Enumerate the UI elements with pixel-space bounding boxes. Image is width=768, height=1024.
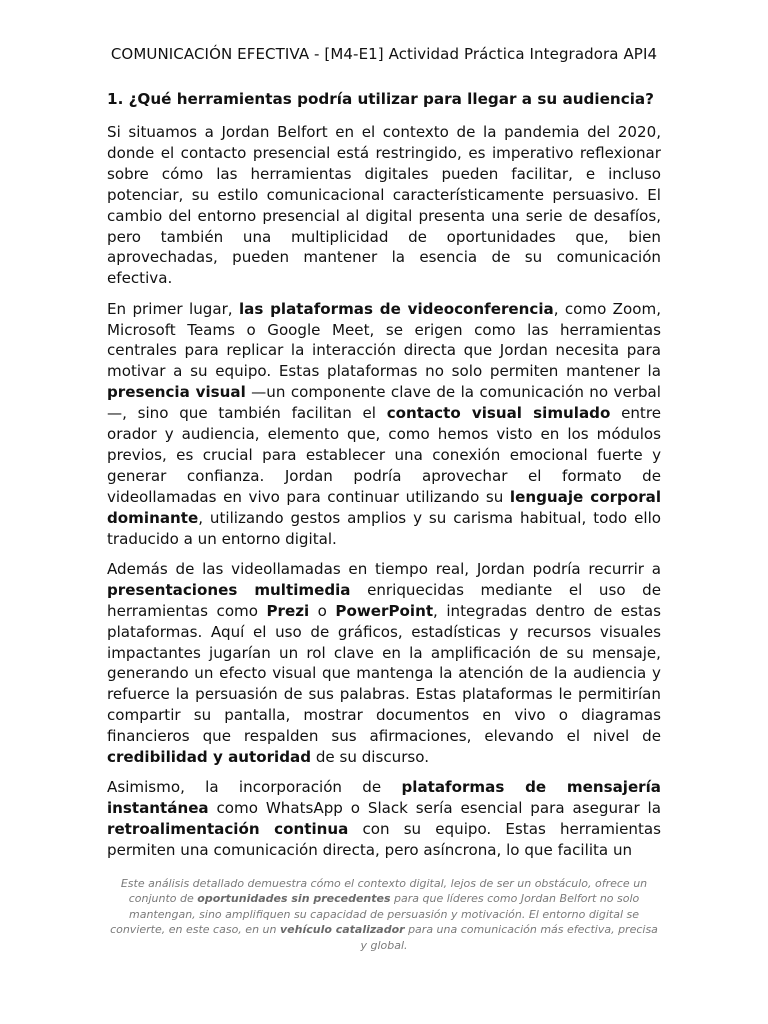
bold-term: credibilidad y autoridad — [107, 748, 312, 767]
text-run: entre orador y audiencia, elemento que, como hemos visto en los módulos previos, es crucial para establecer una conexión emocional fuerte y generar confianza. Jordan podría aprovechar el formato de videollamadas en vivo para continuar utilizando su — [107, 404, 662, 506]
text-run: con su equipo. Estas herramientas permiten una comunicación directa, pero asíncrona, lo que facilita un — [107, 820, 661, 860]
text-run: , como Zoom, Microsoft Teams o Google Meet, se erigen como las herramientas centrales para replicar la interacción directa que Jordan necesita para motivar a su equipo. Estas plataformas no solo permiten mantener la — [107, 299, 661, 381]
document-header: COMUNICACIÓN EFECTIVA - [M4-E1] Actividad Práctica Integradora API4 — [110, 45, 658, 63]
text-run: Este análisis detallado demuestra cómo el contexto digital, lejos de ser un obstáculo, ofrece un conjunto de — [120, 877, 648, 906]
bold-term: lenguaje corporal dominante — [107, 487, 662, 527]
bold-term: vehículo catalizador — [279, 923, 405, 937]
bold-term: Prezi — [266, 601, 310, 620]
text-run: de su discurso. — [311, 748, 430, 767]
footer-summary-note — [110, 876, 658, 953]
bold-term: plataformas de mensajería instantánea — [107, 778, 661, 818]
paragraph-intro: Si situamos a Jordan Belfort en el contexto de la pandemia del 2020, donde el contacto presencial está restringido, es imperativo reflexionar sobre cómo las herramientas digitales pueden facilitar, e incluso potenciar, su estilo comunicacional característicamente persuasivo. El cambio del entorno presencial al digital presenta una serie de desafíos, pero también una multiplicidad de oportunidades que, bien aprovechadas, pueden mantener la esencia de su comunicación efectiva. — [107, 123, 661, 288]
text-run: para una comunicación más efectiva, precisa y global. — [360, 923, 658, 952]
question-heading: 1. ¿Qué herramientas podría utilizar para llegar a su audiencia? — [107, 90, 654, 108]
paragraph-multimedia — [107, 559, 661, 768]
bold-term: retroalimentación continua — [107, 820, 349, 839]
text-run: Asimismo, la incorporación de — [107, 778, 402, 797]
bold-term: contacto visual simulado — [386, 404, 611, 423]
text-run: , integradas dentro de estas plataformas. Aquí el uso de gráficos, estadísticas y recursos visuales impactantes jugarían un rol clave en la amplificación de su mensaje, generando un efecto visual que mantenga la atención de la audiencia y refuerce la persuasión de sus palabras. Estas plataformas le permitirían compartir su pantalla, mostrar documentos en vivo o diagramas financieros que respalden sus afirmaciones, elevando el nivel de — [107, 601, 661, 746]
bold-term: las plataformas de videoconferencia — [238, 299, 554, 318]
bold-term: presencia visual — [107, 383, 246, 402]
text-run: para que líderes como Jordan Belfort no solo mantengan, sino amplifiquen su capacidad de persuasión y motivación. El entorno digital se convierte, en este caso, en un — [110, 892, 640, 937]
bold-term: PowerPoint — [335, 601, 434, 620]
text-run: En primer lugar, — [107, 299, 239, 318]
text-run: o — [309, 601, 336, 620]
bold-term: presentaciones multimedia — [107, 580, 351, 599]
paragraph-messaging — [107, 777, 661, 861]
text-run: , utilizando gestos amplios y su carisma habitual, todo ello traducido a un entorno digital. — [107, 508, 661, 548]
document-body — [107, 122, 661, 870]
text-run: como WhatsApp o Slack sería esencial para asegurar la — [208, 799, 661, 818]
text-run: —un componente clave de la comunicación no verbal—, sino que también facilitan el — [107, 383, 661, 423]
paragraph-videoconference — [107, 299, 661, 550]
text-run: Además de las videollamadas en tiempo real, Jordan podría recurrir a — [107, 559, 661, 578]
text-run: enriquecidas mediante el uso de herramientas como — [107, 580, 661, 620]
bold-term: oportunidades sin precedentes — [197, 892, 391, 906]
